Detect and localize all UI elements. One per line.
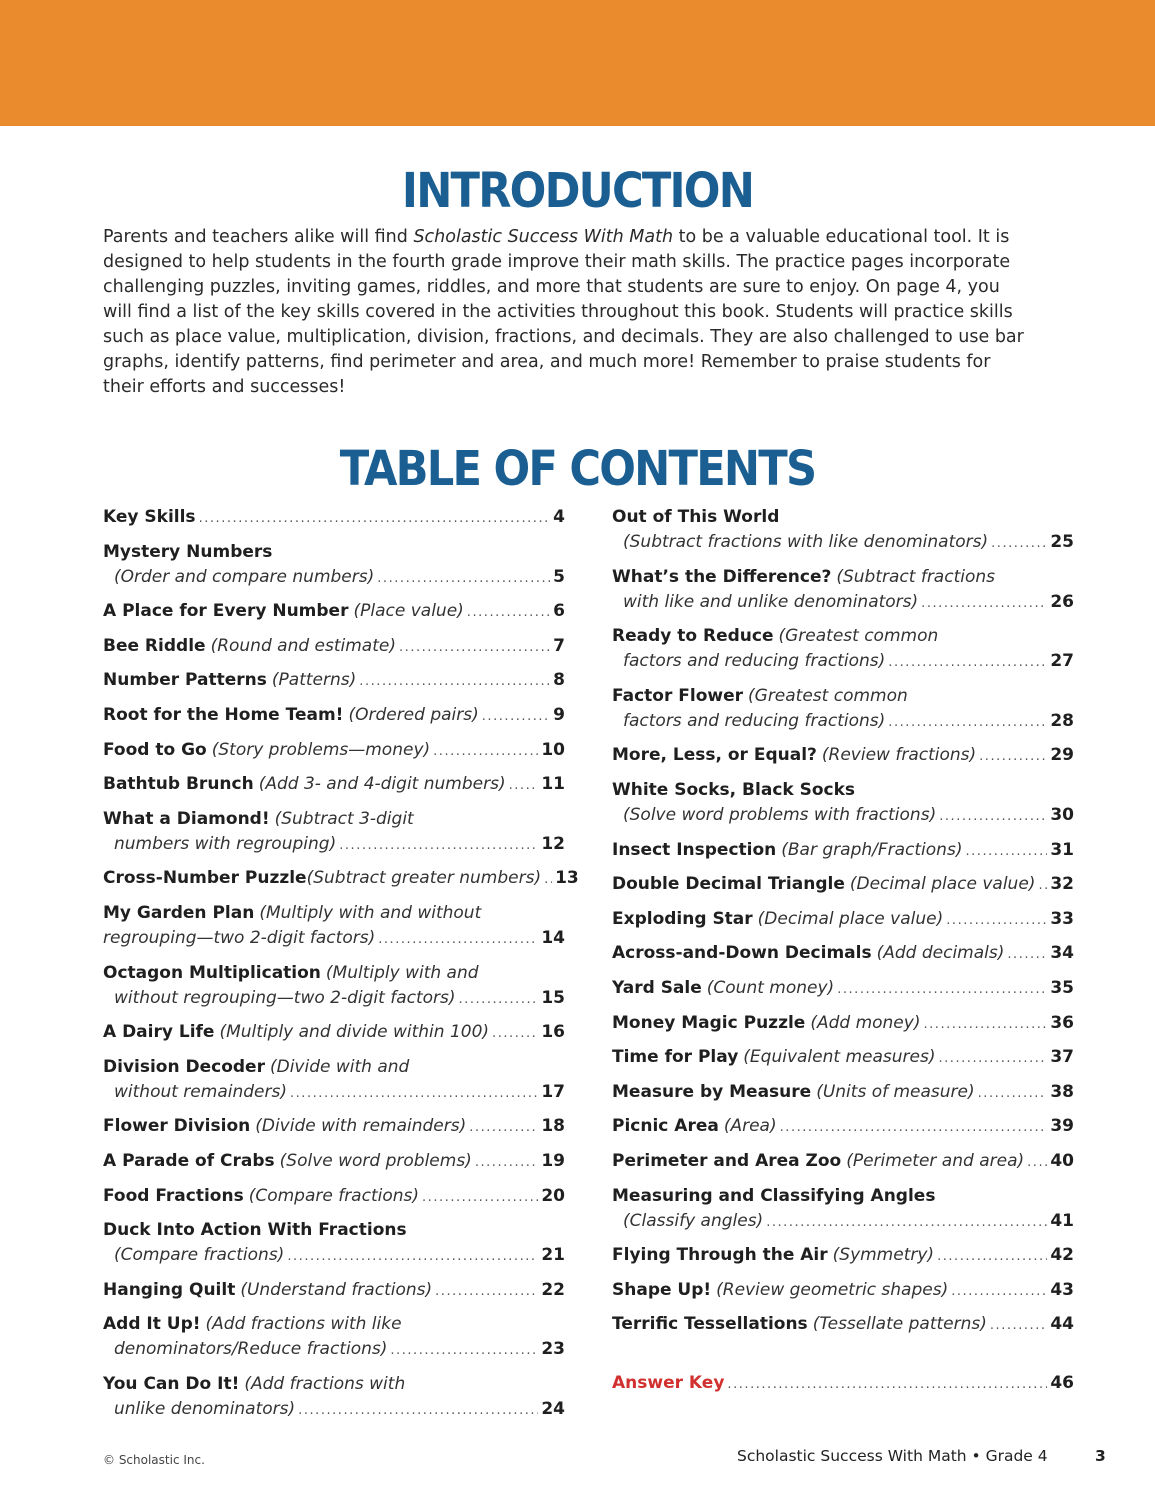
dot-leader	[359, 668, 550, 694]
toc-entry-skill: factors and reducing fractions)	[623, 651, 886, 672]
toc-entry-title: Out of This World	[612, 507, 780, 527]
dot-leader	[475, 1149, 539, 1175]
toc-entry	[103, 1278, 565, 1304]
toc-entry	[103, 1312, 565, 1363]
toc-page-number: 36	[1050, 1012, 1074, 1033]
toc-entry-skill: (Ordered pairs)	[348, 704, 479, 725]
toc-page-number: 30	[1050, 804, 1074, 825]
toc-entry-skill: (Order and compare numbers)	[114, 566, 375, 587]
toc-page-number: 27	[1050, 651, 1074, 672]
toc-entry-title: Cross-Number Puzzle	[103, 868, 307, 889]
toc-entry	[612, 1080, 1074, 1106]
dot-leader	[937, 1243, 1047, 1269]
toc-entry	[612, 1312, 1074, 1338]
toc-page-number: 7	[553, 635, 565, 656]
toc-entry-skill: (Count money)	[706, 977, 835, 998]
toc-entry-skill: (Add decimals)	[876, 943, 1005, 964]
toc-page-number: 22	[541, 1279, 565, 1300]
toc-entry-title: Shape Up!	[612, 1279, 712, 1300]
toc-entry-title: My Garden Plan	[103, 902, 255, 923]
toc-line	[612, 565, 1074, 590]
toc-page-number: 9	[553, 704, 565, 725]
toc-line	[103, 1020, 565, 1046]
toc-entry-skill: regrouping—two 2-digit factors)	[103, 927, 376, 948]
toc-entry-skill: (Subtract 3-digit	[274, 808, 414, 829]
toc-entry-skill: factors and reducing fractions)	[623, 710, 886, 731]
dot-leader	[766, 1209, 1047, 1235]
toc-entry	[103, 961, 565, 1012]
dot-leader	[1007, 941, 1047, 967]
toc-page-number: 8	[553, 670, 565, 691]
toc-entry	[103, 668, 565, 694]
toc-page-number: 5	[553, 566, 565, 587]
toc-entry-title: What’s the Difference?	[612, 566, 832, 587]
page-number: 3	[1095, 1447, 1106, 1465]
dot-leader	[544, 866, 552, 892]
toc-line	[103, 807, 565, 832]
dot-leader	[339, 832, 538, 858]
toc-page-number: 23	[541, 1339, 565, 1360]
toc-line	[612, 1184, 1074, 1209]
toc-entry-title: Double Decimal Triangle	[612, 874, 845, 895]
intro-text-start: Parents and teachers alike will find	[103, 227, 414, 247]
toc-page-number: 40	[1050, 1150, 1074, 1171]
toc-line	[103, 772, 565, 798]
toc-entry	[103, 634, 565, 660]
toc-entry-skill: unlike denominators)	[114, 1398, 296, 1419]
toc-line	[103, 1114, 565, 1140]
toc-line	[612, 743, 1074, 769]
toc-line	[612, 1371, 1074, 1397]
toc-entry-title: Exploding Star	[612, 908, 753, 929]
toc-page-number: 20	[541, 1185, 565, 1206]
dot-leader	[459, 986, 539, 1012]
dot-leader	[780, 1114, 1048, 1140]
toc-line	[103, 1218, 565, 1243]
dot-leader	[377, 565, 550, 591]
toc-entry	[612, 684, 1074, 735]
toc-entry-skill: (Patterns)	[271, 670, 357, 691]
toc-entry	[612, 1243, 1074, 1269]
toc-page-number: 15	[541, 987, 565, 1008]
toc-page-number: 31	[1050, 839, 1074, 860]
toc-entry	[103, 866, 579, 892]
toc-entry	[612, 1278, 1074, 1304]
toc-line	[612, 1080, 1074, 1106]
toc-entry-title: White Socks, Black Socks	[612, 779, 856, 800]
toc-entry-title: Measure by Measure	[612, 1081, 812, 1102]
toc-entry-title: Answer Key	[612, 1373, 725, 1394]
toc-line	[612, 907, 1074, 933]
toc-entry-skill: (Divide with remainders)	[255, 1116, 467, 1137]
toc-entry-title: Money Magic Puzzle	[612, 1012, 806, 1033]
toc-entry-skill: (Bar graph/Fractions)	[781, 839, 963, 860]
dot-leader	[939, 803, 1047, 829]
toc-entry-title: Key Skills	[103, 507, 196, 527]
toc-entry	[103, 540, 565, 591]
toc-entry-skill: (Units of measure)	[816, 1081, 975, 1102]
dot-leader	[978, 1080, 1048, 1106]
book-title: Scholastic Success With Math	[413, 227, 674, 247]
toc-page-number: 25	[1050, 532, 1074, 552]
toc-entry-skill: (Divide with and	[269, 1056, 410, 1077]
toc-page-number: 38	[1050, 1081, 1074, 1102]
toc-page-number: 13	[555, 868, 579, 889]
orange-header-band	[0, 0, 1155, 126]
toc-line	[612, 1149, 1074, 1175]
toc-entry-skill: (Compare fractions)	[114, 1245, 285, 1266]
dot-leader	[378, 926, 538, 952]
toc-entry-skill: (Solve word problems)	[279, 1150, 472, 1171]
toc-entry	[103, 505, 565, 531]
dot-leader	[492, 1020, 538, 1046]
toc-page-number: 46	[1050, 1373, 1074, 1394]
toc-entry	[103, 1149, 565, 1175]
toc-entry-skill: (Add fractions with	[244, 1373, 406, 1394]
dot-leader	[965, 838, 1047, 864]
toc-line	[612, 1045, 1074, 1071]
toc-entry-skill: numbers with regrouping)	[114, 833, 337, 854]
toc-entry-skill: (Area)	[723, 1116, 777, 1137]
toc-page-number: 32	[1050, 874, 1074, 895]
dot-leader	[509, 772, 539, 798]
toc-entry-skill: (Greatest common	[748, 685, 908, 706]
toc-page-number: 4	[553, 507, 565, 527]
toc-page-number: 44	[1050, 1314, 1074, 1335]
toc-entry-skill: without regrouping—two 2-digit factors)	[114, 987, 456, 1008]
toc-entry-skill: without remainders)	[114, 1081, 287, 1102]
toc-page-number: 42	[1050, 1245, 1074, 1266]
toc-page-number: 26	[1050, 591, 1074, 612]
toc-line	[612, 872, 1074, 898]
intro-text-rest: to be a valuable educational tool. It is designed to help students in the fourth grade improve their math skills. The practice pages incorporate challenging puzzles, inviting games, riddles, and more that students are sure to enjoy. On page 4, you will find a list of the key skills covered in the activities throughout this book. Students will practice skills such as place value, multiplication, division, fractions, and decimals. They are also challenged to use bar graphs, identify patterns, find perimeter and area, and much more! Remember to praise students for their efforts and successes!	[103, 227, 1024, 397]
toc-line	[103, 1372, 565, 1397]
toc-entry-skill: (Subtract fractions	[836, 566, 995, 587]
toc-line	[103, 668, 565, 694]
toc-entry-title: Time for Play	[612, 1047, 739, 1068]
dot-leader	[946, 907, 1047, 933]
toc-line	[612, 505, 1074, 530]
toc-line	[612, 590, 1074, 616]
dot-leader	[888, 649, 1047, 675]
toc-entry	[103, 1184, 565, 1210]
dot-leader	[951, 1278, 1047, 1304]
toc-page-number: 28	[1050, 710, 1074, 731]
toc-line	[612, 530, 1074, 556]
toc-entry	[103, 772, 565, 798]
toc-entry	[103, 901, 565, 952]
toc-line	[103, 926, 565, 952]
dot-leader	[298, 1397, 538, 1423]
dot-leader	[938, 1045, 1047, 1071]
toc-entry	[612, 505, 1074, 556]
toc-page-number: 18	[541, 1116, 565, 1137]
toc-entry-title: A Place for Every Number	[103, 601, 349, 622]
dot-leader	[979, 743, 1047, 769]
toc-entry-skill: (Review geometric shapes)	[716, 1279, 949, 1300]
toc-line	[103, 738, 565, 764]
toc-entry-skill: (Greatest common	[778, 626, 939, 647]
toc-entry	[612, 1184, 1074, 1235]
toc-line	[103, 634, 565, 660]
toc-entry	[612, 1045, 1074, 1071]
toc-entry	[612, 624, 1074, 675]
toc-entry-title: Ready to Reduce	[612, 626, 774, 647]
toc-entry-skill: (Multiply with and without	[259, 902, 482, 923]
toc-entry	[612, 743, 1074, 769]
toc-entry-skill: (Understand fractions)	[240, 1279, 433, 1300]
toc-right-column	[612, 505, 1074, 1406]
toc-line	[103, 1055, 565, 1080]
toc-line	[612, 1011, 1074, 1037]
toc-line	[103, 1243, 565, 1269]
toc-entry	[103, 703, 565, 729]
toc-page-number: 14	[541, 927, 565, 948]
toc-page-number: 11	[541, 774, 565, 795]
dot-leader	[921, 590, 1047, 616]
toc-entry-title: Yard Sale	[612, 977, 702, 998]
toc-page-number: 6	[553, 601, 565, 622]
toc-entry-title: Food Fractions	[103, 1185, 244, 1206]
toc-entry-skill: (Classify angles)	[623, 1210, 764, 1231]
dot-leader	[290, 1080, 538, 1106]
toc-line	[103, 565, 565, 591]
toc-entry-title: A Parade of Crabs	[103, 1150, 275, 1171]
toc-entry-title: Measuring and Classifying Angles	[612, 1185, 936, 1206]
toc-line	[103, 986, 565, 1012]
dot-leader	[482, 703, 550, 729]
toc-line	[612, 1114, 1074, 1140]
toc-entry-skill: (Symmetry)	[832, 1245, 935, 1266]
dot-leader	[422, 1184, 538, 1210]
toc-entry-title: Number Patterns	[103, 670, 267, 691]
toc-entry	[103, 599, 565, 625]
toc-entry-skill: (Add 3- and 4-digit numbers)	[258, 774, 506, 795]
toc-entry	[612, 907, 1074, 933]
dot-leader	[399, 634, 550, 660]
toc-entry	[103, 1218, 565, 1269]
toc-entry-title: What a Diamond!	[103, 808, 270, 829]
toc-entry	[612, 565, 1074, 616]
dot-leader	[990, 1312, 1047, 1338]
toc-entry-answer-key	[612, 1371, 1074, 1397]
dot-leader	[837, 976, 1047, 1002]
toc-page-number: 43	[1050, 1279, 1074, 1300]
toc-entry-skill: (Place value)	[353, 601, 464, 622]
toc-entry	[103, 1020, 565, 1046]
toc-entry-skill: (Subtract fractions with like denominators)	[623, 532, 989, 552]
toc-line	[103, 832, 565, 858]
toc-line	[103, 1397, 565, 1423]
toc-entry-title: Mystery Numbers	[103, 541, 273, 562]
dot-leader	[287, 1243, 538, 1269]
toc-line	[612, 1209, 1074, 1235]
toc-line	[612, 1243, 1074, 1269]
toc-page-number: 21	[541, 1245, 565, 1266]
toc-entry	[612, 838, 1074, 864]
toc-page-number: 24	[541, 1398, 565, 1419]
toc-entry-skill: (Multiply and divide within 100)	[219, 1022, 490, 1043]
toc-entry-title: Perimeter and Area Zoo	[612, 1150, 842, 1171]
toc-entry-title: Bee Riddle	[103, 635, 206, 656]
toc-entry-skill: (Decimal place value)	[757, 908, 944, 929]
toc-line	[103, 703, 565, 729]
toc-line	[612, 941, 1074, 967]
toc-entry	[612, 778, 1074, 829]
toc-entry-skill: (Round and estimate)	[210, 635, 396, 656]
toc-line	[103, 1337, 565, 1363]
dot-leader	[469, 1114, 538, 1140]
toc-entry	[612, 976, 1074, 1002]
toc-line	[612, 838, 1074, 864]
toc-entry-title: Flower Division	[103, 1116, 251, 1137]
toc-page-number: 34	[1050, 943, 1074, 964]
toc-entry-skill: (Solve word problems with fractions)	[623, 804, 937, 825]
toc-line	[612, 778, 1074, 803]
toc-entry-skill: with like and unlike denominators)	[623, 591, 919, 612]
toc-entry-skill: (Subtract greater numbers)	[306, 868, 542, 889]
toc-entry-skill: denominators/Reduce fractions)	[114, 1339, 388, 1360]
toc-line	[612, 1278, 1074, 1304]
toc-entry-title: Factor Flower	[612, 685, 744, 706]
toc-line	[612, 1312, 1074, 1338]
toc-entry	[103, 738, 565, 764]
toc-entry-title: Add It Up!	[103, 1314, 201, 1335]
toc-line	[103, 1184, 565, 1210]
toc-entry	[612, 1114, 1074, 1140]
toc-entry-skill: (Review fractions)	[821, 745, 977, 766]
dot-leader	[727, 1371, 1047, 1397]
toc-entry	[612, 941, 1074, 967]
toc-left-column	[103, 505, 579, 1431]
toc-entry-title: Root for the Home Team!	[103, 704, 344, 725]
toc-entry	[612, 872, 1074, 898]
toc-entry-skill: (Equivalent measures)	[743, 1047, 936, 1068]
toc-line	[103, 505, 565, 531]
toc-page-number: 41	[1050, 1210, 1074, 1231]
dot-leader	[199, 505, 551, 531]
toc-entry	[103, 1372, 565, 1423]
dot-leader	[435, 1278, 538, 1304]
toc-entry-skill: (Add fractions with like	[205, 1314, 402, 1335]
toc-entry	[103, 807, 565, 858]
toc-line	[103, 1312, 565, 1337]
toc-entry-title: Octagon Multiplication	[103, 962, 321, 983]
toc-line	[103, 961, 565, 986]
toc-page-number: 10	[541, 739, 565, 760]
toc-line	[103, 1149, 565, 1175]
toc-page-number: 19	[541, 1150, 565, 1171]
toc-entry-title: You Can Do It!	[103, 1373, 240, 1394]
toc-entry-title: More, Less, or Equal?	[612, 745, 817, 766]
toc-entry-title: Division Decoder	[103, 1056, 265, 1077]
toc-entry-title: Duck Into Action With Fractions	[103, 1220, 407, 1241]
dot-leader	[433, 738, 538, 764]
toc-line	[612, 649, 1074, 675]
toc-entry-title: Hanging Quilt	[103, 1279, 236, 1300]
toc-line	[612, 684, 1074, 709]
copyright-notice: © Scholastic Inc.	[103, 1453, 205, 1467]
toc-page-number: 37	[1050, 1047, 1074, 1068]
dot-leader	[1027, 1149, 1047, 1175]
toc-page-number: 16	[541, 1022, 565, 1043]
dot-leader	[888, 709, 1047, 735]
toc-line	[103, 540, 565, 565]
dot-leader	[1038, 872, 1047, 898]
toc-page-number: 17	[541, 1081, 565, 1102]
introduction-paragraph	[103, 225, 1033, 400]
toc-entry-skill: (Multiply with and	[325, 962, 479, 983]
toc-entry-skill: (Perimeter and area)	[846, 1150, 1025, 1171]
toc-line	[103, 866, 579, 892]
toc-entry	[103, 1055, 565, 1106]
toc-line	[612, 624, 1074, 649]
toc-entry	[103, 1114, 565, 1140]
toc-page-number: 39	[1050, 1116, 1074, 1137]
toc-page-number: 33	[1050, 908, 1074, 929]
toc-entry-skill: (Add money)	[810, 1012, 921, 1033]
toc-line	[103, 901, 565, 926]
toc-entry	[612, 1149, 1074, 1175]
toc-line	[103, 1080, 565, 1106]
toc-line	[103, 1278, 565, 1304]
toc-entry	[612, 1011, 1074, 1037]
toc-entry-title: Bathtub Brunch	[103, 774, 254, 795]
footer-book-title: Scholastic Success With Math • Grade 4	[737, 1447, 1048, 1465]
toc-line	[612, 976, 1074, 1002]
toc-page-number: 29	[1050, 745, 1074, 766]
toc-page-number: 35	[1050, 977, 1074, 998]
toc-entry-skill: (Decimal place value)	[849, 874, 1036, 895]
dot-leader	[467, 599, 550, 625]
dot-leader	[991, 530, 1047, 556]
introduction-heading: INTRODUCTION	[401, 163, 754, 219]
toc-entry-title: Insect Inspection	[612, 839, 777, 860]
toc-line	[612, 803, 1074, 829]
toc-entry-skill: (Story problems—money)	[211, 739, 431, 760]
dot-leader	[390, 1337, 538, 1363]
table-of-contents-heading: TABLE OF CONTENTS	[339, 441, 816, 497]
toc-entry-skill: (Tessellate patterns)	[812, 1314, 987, 1335]
dot-leader	[923, 1011, 1047, 1037]
toc-line	[612, 709, 1074, 735]
toc-entry-title: Across-and-Down Decimals	[612, 943, 872, 964]
toc-entry-skill: (Compare fractions)	[248, 1185, 420, 1206]
toc-entry-title: Terrific Tessellations	[612, 1314, 808, 1335]
toc-entry-title: Picnic Area	[612, 1116, 719, 1137]
toc-entry-title: Flying Through the Air	[612, 1245, 828, 1266]
toc-page-number: 12	[541, 833, 565, 854]
toc-entry-title: Food to Go	[103, 739, 207, 760]
toc-entry-title: A Dairy Life	[103, 1022, 215, 1043]
toc-line	[103, 599, 565, 625]
